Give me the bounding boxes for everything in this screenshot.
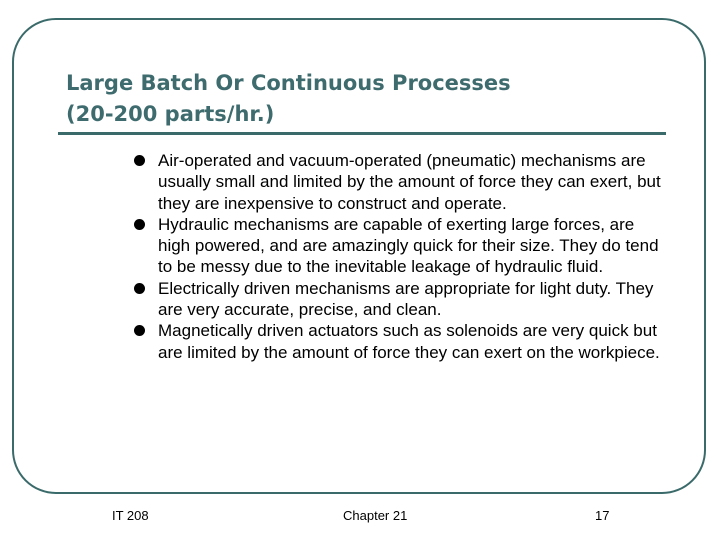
- slide-title-line-2: (20-200 parts/hr.): [66, 102, 275, 126]
- bullet-dot-icon: [134, 325, 145, 336]
- bullet-dot-icon: [134, 219, 145, 230]
- bullet-text: Air-operated and vacuum-operated (pneumatic) mechanisms are usually small and limited by the amount of force they can exert, but they are inexpensive to construct and operate.: [158, 151, 661, 213]
- bullet-dot-icon: [134, 283, 145, 294]
- bullet-item-pneumatic: [130, 150, 670, 214]
- footer-chapter: Chapter 21: [343, 508, 408, 523]
- footer-course: IT 208: [112, 508, 149, 523]
- title-divider: [58, 132, 666, 135]
- bullet-list: [130, 150, 670, 363]
- bullet-item-magnetic: [130, 320, 670, 363]
- bullet-item-electric: [130, 278, 670, 321]
- bullet-item-hydraulic: [130, 214, 670, 278]
- bullet-text: Electrically driven mechanisms are appropriate for light duty. They are very accurate, precise, and clean.: [158, 278, 654, 320]
- slide-title: [66, 68, 666, 130]
- bullet-text: Hydraulic mechanisms are capable of exerting large forces, are high powered, and are amazingly quick for their size. They do tend to be messy due to the inevitable leakage of hydraulic fluid.: [158, 214, 659, 277]
- bullet-dot-icon: [134, 155, 145, 166]
- footer-page-number: 17: [595, 508, 610, 523]
- bullet-text: Magnetically driven actuators such as solenoids are very quick but are limited by the amount of force they can exert on the workpiece.: [158, 321, 660, 362]
- slide-title-line-1: Large Batch Or Continuous Processes: [66, 71, 511, 95]
